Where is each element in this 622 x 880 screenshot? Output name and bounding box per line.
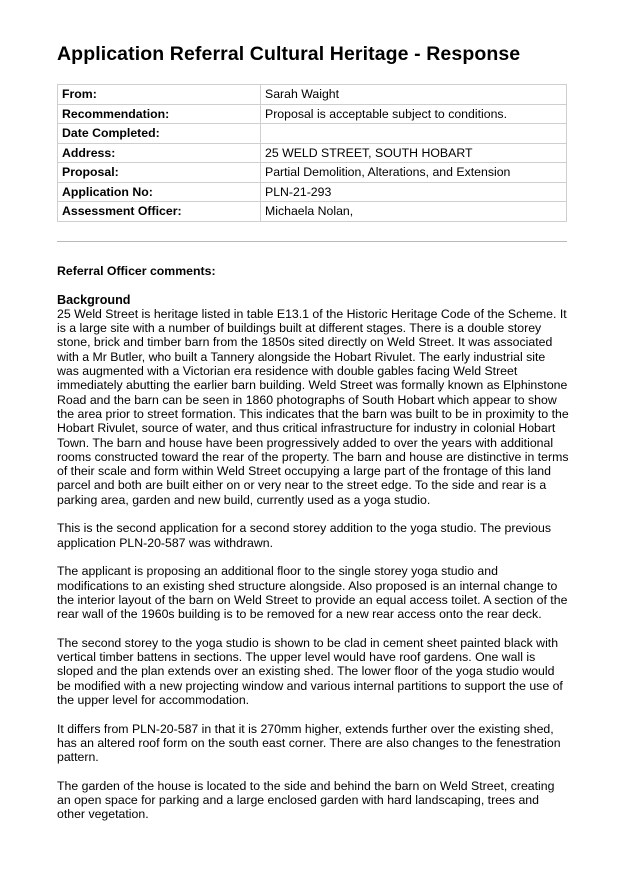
paragraph: It differs from PLN-20-587 in that it is 270mm higher, extends further over the existing shed, has an altered roof form on the south east corner. There are also changes to the fenestration pattern. — [57, 721, 561, 765]
table-row — [58, 182, 567, 202]
assessment-officer-label: Assessment Officer: — [58, 202, 261, 222]
section-divider — [57, 241, 567, 242]
table-row — [58, 85, 567, 105]
comments-section — [57, 264, 569, 836]
paragraph: The garden of the house is located to the side and behind the barn on Weld Street, creating an open space for parking and a large enclosed garden with hard landscaping, trees and other vegetation. — [57, 778, 555, 822]
paragraph: This is the second application for a second storey addition to the yoga studio. The previous application PLN-20-587 was withdrawn. — [57, 521, 551, 550]
paragraph: The second storey to the yoga studio is shown to be clad in cement sheet painted black with vertical timber battens in sections. The upper level would have roof gardens. One wall is sloped and the plan extends over an existing shed. The lower floor of the yoga studio would be modified with a new projecting window and various internal partitions to support the use of the upper level for accommodation. — [57, 635, 563, 707]
paragraph: 25 Weld Street is heritage listed in table E13.1 of the Historic Heritage Code of the Scheme. It is a large site with a number of buildings built at different stages. There is a double storey stone, brick and timber barn from the 1850s sited directly on Weld Street. It was associated with a Mr Butler, who built a Tannery alongside the Hobart Rivulet. The early industrial site was augmented with a Victorian era residence with double gables facing Weld Street immediately abutting the earlier barn building. Weld Street was formally known as Elphinstone Road and the barn can be seen in 1860 photographs of South Hobart which appear to show the area prior to street formation. This indicates that the barn was built to be in proximity to the Hobart Rivulet, source of water, and thus critical infrastructure for industry in colonial Hobart Town. The barn and house have been progressively added to over the years with additional rooms constructed toward the rear of the property. The barn and house are distinctive in terms of their scale and form within Weld Street occupying a large part of the frontage of this land parcel and both are built either on or very near to the street edge. To the side and rear is a parking area, garden and new build, currently used as a yoga studio. — [57, 306, 569, 507]
table-row — [58, 104, 567, 124]
recommendation-label: Recommendation: — [58, 104, 261, 124]
table-row — [58, 163, 567, 183]
from-label: From: — [58, 85, 261, 105]
assessment-officer-value: Michaela Nolan, — [261, 202, 567, 222]
from-value: Sarah Waight — [261, 85, 567, 105]
table-row — [58, 143, 567, 163]
recommendation-value: Proposal is acceptable subject to conditions. — [261, 104, 567, 124]
details-table — [57, 84, 567, 222]
date-completed-value — [261, 124, 567, 144]
document-title: Application Referral Cultural Heritage - Response — [57, 43, 521, 65]
background-heading: Background — [57, 292, 131, 307]
address-label: Address: — [58, 143, 261, 163]
application-no-value: PLN-21-293 — [261, 182, 567, 202]
application-no-label: Application No: — [58, 182, 261, 202]
comments-heading: Referral Officer comments: — [57, 264, 216, 278]
paragraph: The applicant is proposing an additional floor to the single storey yoga studio and modifications to an existing shed structure alongside. Also proposed is an internal change to the interior layout of the barn on Weld Street to provide an equal access toilet. A section of the rear wall of the 1960s building is to be removed for a new rear access onto the rear deck. — [57, 564, 568, 622]
address-value: 25 WELD STREET, SOUTH HOBART — [261, 143, 567, 163]
proposal-value: Partial Demolition, Alterations, and Extension — [261, 163, 567, 183]
date-completed-label: Date Completed: — [58, 124, 261, 144]
table-row — [58, 124, 567, 144]
proposal-label: Proposal: — [58, 163, 261, 183]
table-row — [58, 202, 567, 222]
